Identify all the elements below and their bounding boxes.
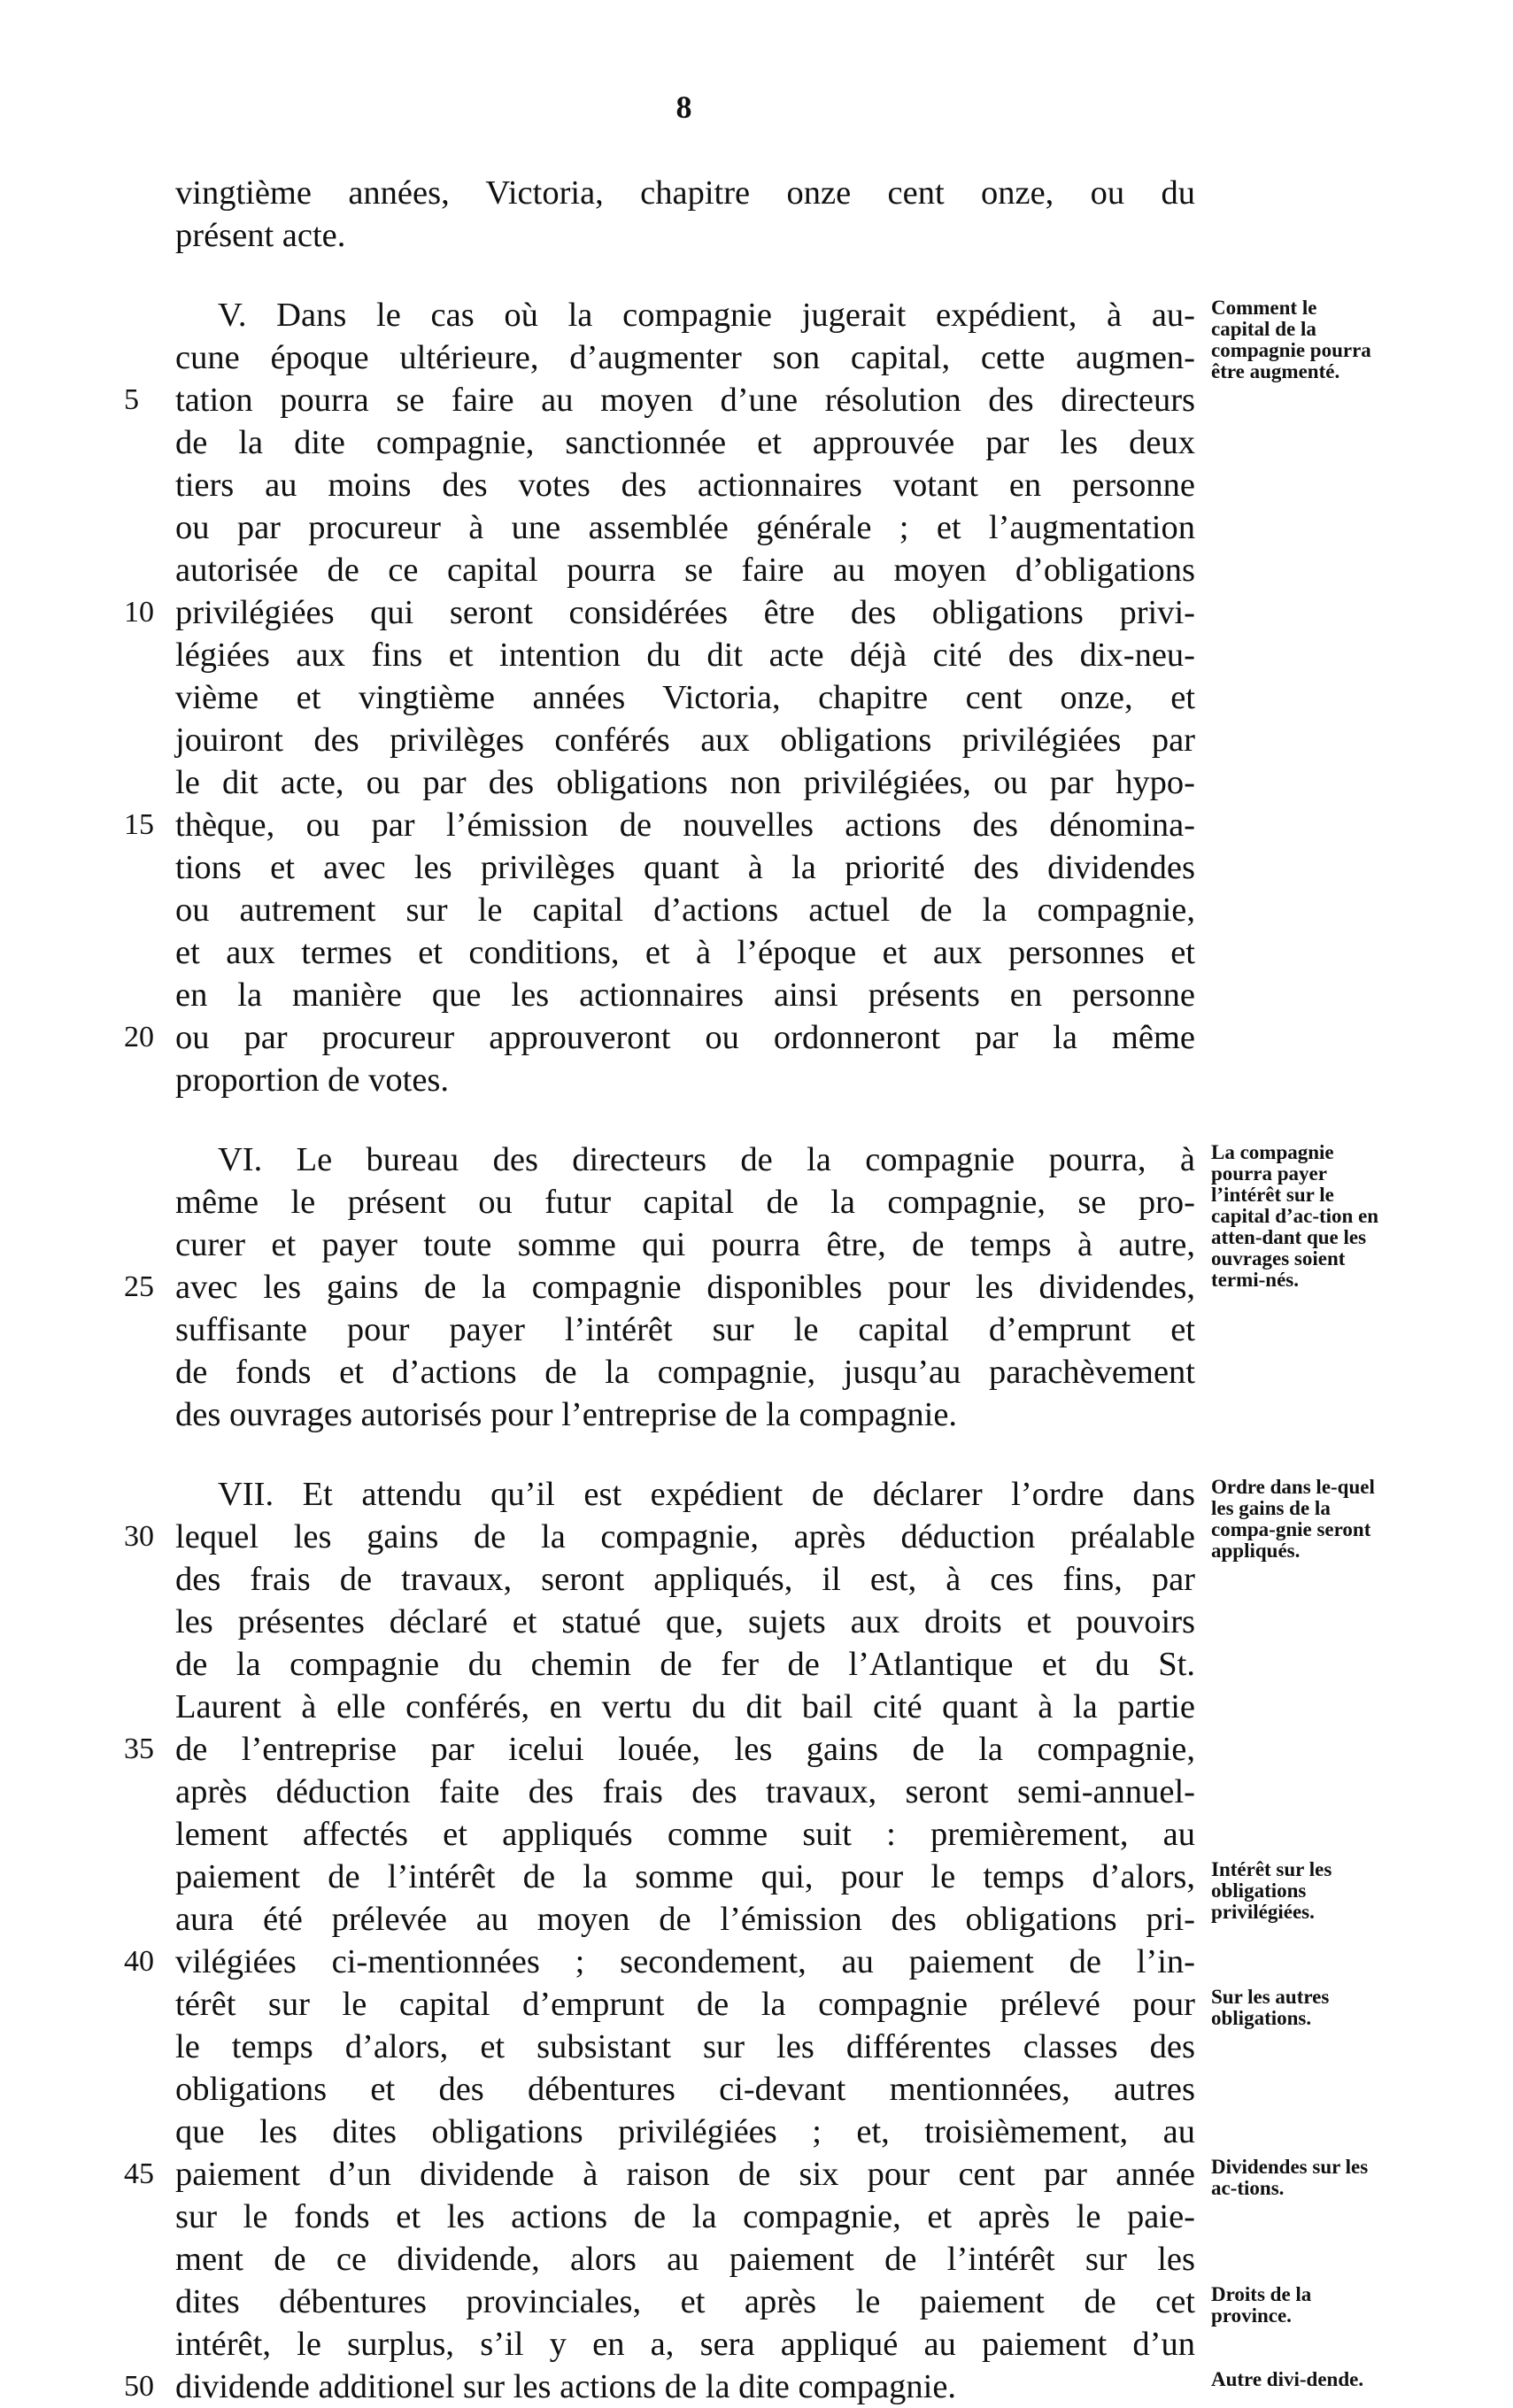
text-line [175,2196,1195,2238]
text-line [175,889,1195,931]
line-text: des ouvrages autorisés pour l’entreprise de la compagnie. [175,1396,958,1433]
text-line [175,464,1195,506]
text-line [175,1898,1195,1941]
text-line [175,1643,1195,1686]
text-line [175,676,1195,719]
text-line [175,2068,1195,2111]
text-line [175,1059,1195,1101]
text-line [124,591,1195,634]
line-text: paiement de l’intérêt de la somme qui, pour le temps d’alors, [175,1858,1195,1895]
line-text: vilégiées ci-mentionnées ; secondement, au paiement de l’in- [175,1943,1195,1980]
line-text: légiées aux fins et intention du dit acte déjà cité des dix-neu- [175,637,1195,674]
line-text: même le présent ou futur capital de la compagnie, se pro- [175,1184,1195,1221]
line-text: ment de ce dividende, alors au paiement de l’intérêt sur les [175,2241,1195,2278]
line-text: et aux termes et conditions, et à l’époque et aux personnes et [175,934,1195,971]
line-text: en la manière que les actionnaires ainsi présents en personne [175,976,1195,1014]
text-line [175,421,1195,464]
text-line [175,2281,1195,2323]
line-text: avec les gains de la compagnie disponibles pour les dividendes, [175,1269,1195,1306]
line-text: obligations et des débentures ci-devant mentionnées, autres [175,2071,1195,2108]
text-line [175,1856,1195,1898]
line-text: le dit acte, ou par des obligations non privilégiées, ou par hypo- [175,764,1195,801]
margin-note: Ordre dans le-quel les gains de la compa-gnie seront appliqués. [1211,1476,1375,1562]
margin-note: Intérêt sur les obligations privilégiées. [1211,1858,1332,1923]
text-line [175,931,1195,974]
text-line [175,846,1195,889]
text-line [175,1558,1195,1601]
text-line [124,379,1195,421]
line-number: 40 [124,1945,154,1978]
line-text: de fonds et d’actions de la compagnie, jusqu’au parachèvement [175,1354,1195,1391]
line-text: sur le fonds et les actions de la compagnie, et après le paie- [175,2198,1195,2235]
text-line [175,1983,1195,2026]
line-text: de l’entreprise par icelui louée, les gains de la compagnie, [175,1731,1195,1768]
text-line [175,214,1195,257]
line-text: présent acte. [175,217,346,254]
line-text: autorisée de ce capital pourra se faire au moyen d’obligations [175,552,1195,589]
line-text: vingtième années, Victoria, chapitre onze cent onze, ou du [175,174,1195,212]
line-text: ou autrement sur le capital d’actions actuel de la compagnie, [175,891,1195,929]
line-number: 25 [124,1270,154,1303]
line-number: 5 [124,383,139,416]
line-text: Laurent à elle conférés, en vertu du dit bail cité quant à la partie [175,1688,1195,1725]
text-line [124,1016,1195,1059]
text-line [175,336,1195,379]
text-line [175,1351,1195,1393]
line-text: curer et payer toute somme qui pourra être, de temps à autre, [175,1226,1195,1263]
line-text: vième et vingtième années Victoria, chapitre cent onze, et [175,679,1195,716]
text-line [175,974,1195,1016]
line-text: térêt sur le capital d’emprunt de la compagnie prélevé pour [175,1986,1195,2023]
line-text: V. Dans le cas où la compagnie jugerait expédient, à au- [218,297,1195,334]
line-text: aura été prélevée au moyen de l’émission des obligations pri- [175,1901,1195,1938]
line-number: 35 [124,1733,154,1765]
line-text: tions et avec les privilèges quant à la priorité des dividendes [175,849,1195,886]
text-line [124,1728,1195,1771]
line-text: après déduction faite des frais des travaux, seront semi-annuel- [175,1773,1195,1810]
line-text: lement affectés et appliqués comme suit : premièrement, au [175,1816,1195,1853]
line-text: suffisante pour payer l’intérêt sur le capital d’emprunt et [175,1311,1195,1348]
line-text: tation pourra se faire au moyen d’une résolution des directeurs [175,382,1195,419]
text-line [175,506,1195,549]
line-text: dividende additionel sur les actions de la dite compagnie. [175,2368,957,2405]
line-text: cune époque ultérieure, d’augmenter son capital, cette augmen- [175,339,1195,376]
margin-note: Droits de la province. [1211,2283,1312,2327]
text-line [175,1138,1195,1181]
text-line [175,1308,1195,1351]
line-number: 50 [124,2370,154,2403]
line-text: privilégiées qui seront considérées être des obligations privi- [175,594,1195,631]
line-text: tiers au moins des votes des actionnaires votant en personne [175,467,1195,504]
line-text: dites débentures provinciales, et après le paiement de cet [175,2283,1195,2320]
text-line [124,1941,1195,1983]
text-line [124,804,1195,846]
line-number: 15 [124,808,154,841]
text-line [124,1516,1195,1558]
text-line [175,2323,1195,2366]
text-line [175,1223,1195,1266]
text-line [175,294,1195,336]
text-line [175,1686,1195,1728]
page-number: 8 [675,89,692,125]
text-line [175,634,1195,676]
margin-note: Sur les autres obligations. [1211,1986,1330,2029]
text-line [175,549,1195,591]
line-text: proportion de votes. [175,1061,450,1099]
text-line [175,1181,1195,1223]
line-text: paiement d’un dividende à raison de six pour cent par année [175,2156,1195,2193]
line-text: les présentes déclaré et statué que, sujets aux droits et pouvoirs [175,1603,1195,1640]
line-text: VII. Et attendu qu’il est expédient de déclarer l’ordre dans [218,1476,1195,1513]
text-line [124,1266,1195,1308]
text-line [175,1393,1195,1436]
margin-note: Dividendes sur les ac-tions. [1211,2156,1369,2199]
body-text [124,172,1195,2408]
text-line [124,2153,1195,2196]
text-line [175,719,1195,761]
margin-note: Comment le capital de la compagnie pourra être augmenté. [1211,297,1371,382]
line-text: que les dites obligations privilégiées ; et, troisièmement, au [175,2113,1195,2150]
line-text: de la compagnie du chemin de fer de l’Atlantique et du St. [175,1646,1195,1683]
line-text: de la dite compagnie, sanctionnée et approuvée par les deux [175,424,1195,461]
text-line [175,172,1195,214]
text-line [175,2026,1195,2068]
text-line [175,2111,1195,2153]
line-text: VI. Le bureau des directeurs de la compagnie pourra, à [218,1141,1195,1178]
text-line [175,1473,1195,1516]
line-text: lequel les gains de la compagnie, après déduction préalable [175,1518,1195,1555]
text-line [175,1771,1195,1813]
line-text: des frais de travaux, seront appliqués, il est, à ces fins, par [175,1561,1195,1598]
line-number: 10 [124,596,154,629]
text-line [175,1813,1195,1856]
line-text: ou par procureur à une assemblée générale ; et l’augmentation [175,509,1195,546]
line-number: 20 [124,1021,154,1054]
line-text: jouiront des privilèges conférés aux obligations privilégiées par [175,722,1195,759]
text-line [175,761,1195,804]
line-text: le temps d’alors, et subsistant sur les différentes classes des [175,2028,1195,2065]
margin-note: La compagnie pourra payer l’intérêt sur le capital d’ac-tion en atten-dant que les ouvrages soient termi-nés. [1211,1141,1379,1291]
line-text: ou par procureur approuveront ou ordonneront par la même [175,1019,1195,1056]
text-line [175,1601,1195,1643]
line-text: intérêt, le surplus, s’il y en a, sera appliqué au paiement d’un [175,2326,1195,2363]
text-line [124,2366,1195,2408]
line-text: thèque, ou par l’émission de nouvelles actions des dénomina- [175,807,1195,844]
line-number: 30 [124,1520,154,1553]
text-line [175,2238,1195,2281]
margin-note: Autre divi-dende. [1211,2368,1364,2390]
line-number: 45 [124,2157,154,2190]
